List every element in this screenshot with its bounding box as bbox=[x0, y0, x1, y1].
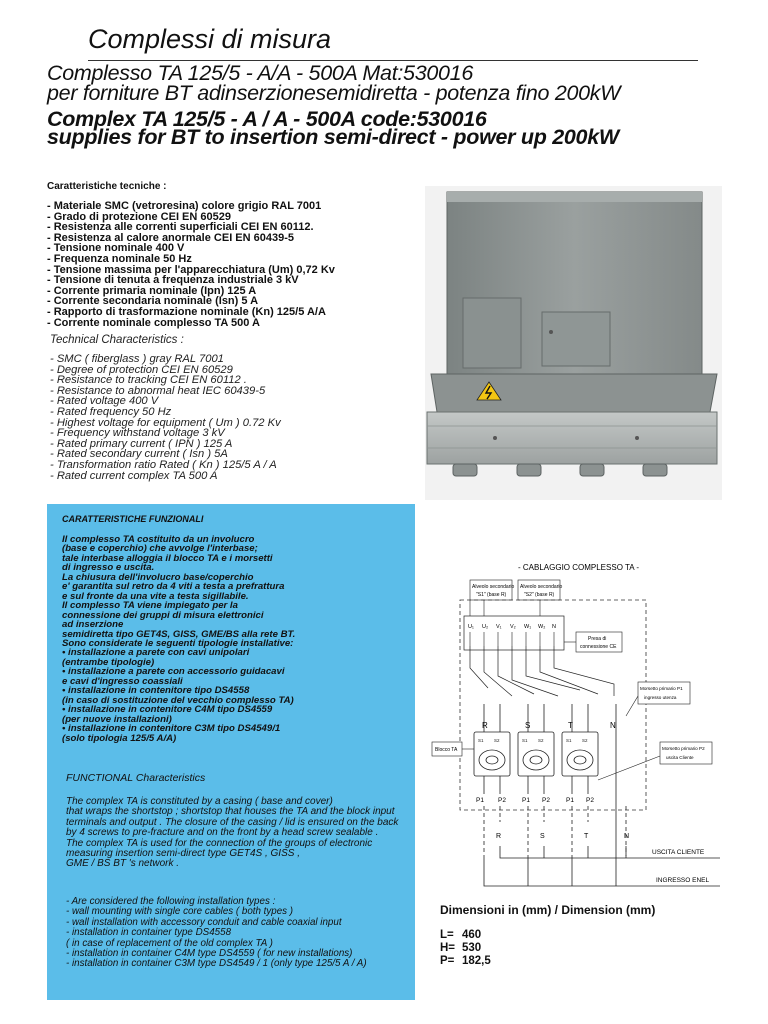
list-item: - Resistance to abnormal heat IEC 60439-5 bbox=[50, 384, 266, 397]
text-line: e sul fronte da una vite a testa sigillabile. bbox=[62, 590, 249, 602]
text-line: by 4 screws to pre-fracture and on the front by a head screw sealable . bbox=[66, 827, 379, 839]
text-line: Il complesso TA viene impiegato per la bbox=[62, 600, 238, 612]
ct-t bbox=[562, 732, 598, 776]
output-phase-label: R bbox=[496, 833, 502, 840]
text-line: that wraps the shortstop ; shortstop that houses the TA and the block input bbox=[66, 806, 395, 818]
text-line: (in caso di sostituzione del vecchio complesso TA) bbox=[62, 694, 294, 706]
functional-text-it bbox=[62, 535, 295, 743]
tech-specs-title-en: Technical Characteristics : bbox=[50, 334, 184, 346]
product-subline-it: per forniture BT adinserzionesemidiretta - potenza fino 200kW bbox=[47, 81, 621, 105]
product-line-it: Complesso TA 125/5 - A/A - 500A Mat:530016 bbox=[47, 61, 473, 85]
product-subline-en: supplies for BT to insertion semi-direct - power up 200kW bbox=[47, 125, 619, 149]
terminal-label: W₁ bbox=[524, 624, 532, 630]
text-line: - wall mounting with single core cables ( both types ) bbox=[66, 906, 294, 918]
list-item: - Rated frequency 50 Hz bbox=[50, 405, 172, 418]
text-line: - wall installation with accessory conduit and cable coaxial input bbox=[66, 916, 342, 928]
wiring-diagram bbox=[430, 556, 730, 896]
list-item: - Materiale SMC (vetroresina) colore grigio RAL 7001 bbox=[47, 200, 322, 212]
text-line: - Are considered the following installation types : bbox=[66, 896, 276, 907]
text-line: Sono considerate le seguenti tipologie installative: bbox=[62, 637, 294, 649]
terminal-label: W₂ bbox=[538, 624, 546, 630]
tech-specs-title-it: Caratteristiche tecniche : bbox=[47, 181, 167, 192]
text-line: e cavi d'ingresso coassiali bbox=[62, 675, 183, 687]
cable-gland bbox=[580, 464, 604, 476]
output-phase-label: S bbox=[540, 833, 545, 840]
cable-gland bbox=[453, 464, 477, 476]
customer-output-label: USCITA CLIENTE bbox=[652, 849, 705, 856]
phase-label: N bbox=[610, 721, 616, 730]
p-label: P1 bbox=[566, 797, 574, 804]
page-title: Complessi di misura bbox=[88, 24, 332, 54]
phase-label: R bbox=[482, 721, 488, 730]
text-line: e' garantita sul retro da 4 viti a testa a prefrattura bbox=[62, 581, 285, 593]
s1-box-label-1: Alveolo secondario bbox=[472, 584, 515, 590]
list-item: - Rated primary current ( IPN ) 125 A bbox=[50, 437, 233, 450]
terminal-label: U₁ bbox=[468, 624, 474, 630]
text-line: ( in case of replacement of the old complex TA ) bbox=[66, 937, 273, 949]
list-item: - Transformation ratio Rated ( Kn ) 125/5 A / A bbox=[50, 458, 277, 471]
front-cover bbox=[431, 374, 717, 412]
product-line-en: Complex TA 125/5 - A / A - 500A code:530016 bbox=[47, 107, 487, 131]
list-item: - SMC ( fiberglass ) gray RAL 7001 bbox=[50, 353, 224, 365]
terminal-label: V₂ bbox=[510, 624, 516, 630]
terminal-label: N bbox=[552, 624, 556, 630]
text-line: - installation in container C3M type DS4549 / 1 (only type 125/5 A / A) bbox=[66, 958, 367, 970]
ct-s2-label: S2 bbox=[582, 738, 588, 743]
text-line: • installazione in contenitore C3M tipo DS4549/1 bbox=[62, 723, 281, 735]
functional-title-en: FUNCTIONAL Characteristics bbox=[66, 772, 206, 784]
output-phase-label: N bbox=[624, 833, 630, 840]
primary-p2-label-2: uscita Cliente bbox=[666, 755, 694, 760]
list-item: - Corrente primaria nominale (Ipn) 125 A bbox=[47, 284, 257, 297]
text-line: measuring insertion semi-direct type GET4S , GISS , bbox=[66, 848, 300, 860]
terminal-label: U₂ bbox=[482, 624, 489, 630]
ct-s1-label: S1 bbox=[522, 738, 528, 743]
ce-connector-label-2: connessione CE bbox=[580, 644, 617, 650]
list-item: - Rated secondary current ( Isn ) 5A bbox=[50, 448, 228, 461]
ct-s1-label: S1 bbox=[566, 738, 572, 743]
dimension-depth: P= 182,5 bbox=[440, 955, 491, 967]
p-label: P1 bbox=[476, 797, 484, 804]
s2-box-label-1: Alveolo secondario bbox=[520, 584, 563, 590]
text-line: semidiretta tipo GET4S, GISS, GME/BS alla rete BT. bbox=[62, 628, 296, 640]
ct-block-label: Blocco TA bbox=[435, 747, 458, 753]
text-line: connessione dei gruppi di misura elettronici bbox=[62, 609, 264, 621]
text-line: (per nuove installazioni) bbox=[62, 713, 172, 725]
primary-p1-label-2: ingresso utenza bbox=[644, 695, 677, 700]
text-line: Il complesso TA costituito da un involucro bbox=[62, 534, 255, 545]
s2-box-label-2: "S2" (base R) bbox=[524, 592, 555, 598]
text-line: • installazione a parete con cavi unipolari bbox=[62, 647, 250, 659]
text-line: La chiusura dell'involucro base/coperchio bbox=[62, 571, 254, 583]
list-item: - Frequency withstand voltage 3 kV bbox=[50, 427, 225, 440]
text-line: • installazione in contenitore tipo DS4558 bbox=[62, 685, 250, 697]
list-item: - Rapporto di trasformazione nominale (Kn) 125/5 A/A bbox=[47, 305, 326, 318]
functional-text-en bbox=[66, 797, 398, 870]
text-line: (base e coperchio) che avvolge l'interbase; bbox=[62, 543, 258, 555]
p-label: P1 bbox=[522, 797, 530, 804]
ct-r bbox=[474, 732, 510, 776]
p-label: P2 bbox=[498, 797, 506, 804]
ct-s2-label: S2 bbox=[538, 738, 544, 743]
list-item: - Resistenza al calore anormale CEI EN 60439-5 bbox=[47, 231, 295, 244]
list-item: - Corrente secondaria nominale (Isn) 5 A bbox=[47, 295, 259, 308]
dimension-height: H= 530 bbox=[440, 942, 482, 954]
output-phase-label: T bbox=[584, 833, 589, 840]
interbase-outline bbox=[460, 600, 646, 810]
ct-s bbox=[518, 732, 554, 776]
s1-box-label-2: "S1" (base R) bbox=[476, 592, 507, 598]
phase-label: S bbox=[525, 721, 531, 730]
list-item: - Rated current complex TA 500 A bbox=[50, 469, 218, 482]
list-item: - Frequenza nominale 50 Hz bbox=[47, 252, 192, 265]
primary-p2-label-1: Morsetto primario P2 bbox=[662, 746, 705, 751]
cable-gland bbox=[517, 464, 541, 476]
phase-label: T bbox=[568, 721, 573, 730]
tech-specs-list-it bbox=[47, 201, 335, 328]
text-line: GME / BS BT 's network . bbox=[66, 858, 180, 870]
text-line: The complex TA is used for the connection of the groups of electronic bbox=[66, 837, 373, 849]
list-item: - Grado di protezione CEI EN 60529 bbox=[47, 210, 231, 223]
dimension-length: L= 460 bbox=[440, 929, 482, 941]
casing-panel-left bbox=[463, 298, 521, 368]
ce-connector-label-1: Presa di bbox=[588, 636, 607, 642]
diagram-title: - CABLAGGIO COMPLESSO TA - bbox=[518, 563, 640, 572]
cable-gland bbox=[643, 464, 667, 476]
product-photo bbox=[425, 186, 722, 500]
terminal-block bbox=[464, 616, 564, 650]
list-item: - Tensione massima per l'apparecchiatura (Um) 0,72 Kv bbox=[47, 263, 335, 276]
primary-p1-label-1: Morsetto primario P1 bbox=[640, 686, 683, 691]
dimensions-title: Dimensioni in (mm) / Dimension (mm) bbox=[440, 903, 656, 917]
list-item: - Resistance to tracking CEI EN 60112 . bbox=[50, 374, 247, 387]
p-label: P2 bbox=[586, 797, 594, 804]
list-item: - Rated voltage 400 V bbox=[50, 395, 159, 408]
ct-s1-label: S1 bbox=[478, 738, 484, 743]
enel-input-label: INGRESSO ENEL bbox=[656, 877, 710, 884]
casing-tray bbox=[427, 412, 717, 464]
terminal-label: V₁ bbox=[496, 624, 502, 630]
list-item: - Highest voltage for equipment ( Um ) 0.72 Kv bbox=[50, 416, 281, 429]
text-line: - installation in container type DS4558 bbox=[66, 927, 232, 939]
list-item: - Degree of protection CEI EN 60529 bbox=[50, 363, 233, 376]
p-label: P2 bbox=[542, 797, 550, 804]
text-line: (entrambe tipologie) bbox=[62, 656, 155, 668]
list-item: - Tensione nominale 400 V bbox=[47, 242, 185, 255]
installation-types-en bbox=[66, 897, 367, 970]
casing-panel-right bbox=[542, 312, 610, 366]
list-item: - Tensione di tenuta a frequenza industriale 3 kV bbox=[47, 274, 299, 287]
text-line: terminals and output . The closure of the casing / lid is ensured on the back bbox=[66, 816, 399, 828]
text-line: The complex TA is constituted by a casing ( base and cover) bbox=[66, 796, 333, 807]
list-item: - Resistenza alle correnti superficiali CEI EN 60112. bbox=[47, 221, 314, 234]
text-line: tale interbase alloggia il blocco TA e i morsetti bbox=[62, 552, 273, 564]
text-line: • installazione a parete con accessorio guidacavi bbox=[62, 666, 285, 678]
text-line: (solo tipologia 125/5 A/A) bbox=[62, 732, 177, 744]
text-line: di ingresso e uscita. bbox=[62, 562, 155, 574]
functional-title-it: CARATTERISTICHE FUNZIONALI bbox=[62, 514, 204, 524]
text-line: • installazione in contenitore C4M tipo DS4559 bbox=[62, 704, 273, 716]
tech-specs-list-en bbox=[50, 354, 281, 481]
text-line: - installation in container C4M type DS4559 ( for new installations) bbox=[66, 948, 353, 960]
text-line: ad inserzione bbox=[62, 619, 124, 631]
ct-s2-label: S2 bbox=[494, 738, 500, 743]
list-item: - Corrente nominale complesso TA 500 A bbox=[47, 316, 260, 329]
